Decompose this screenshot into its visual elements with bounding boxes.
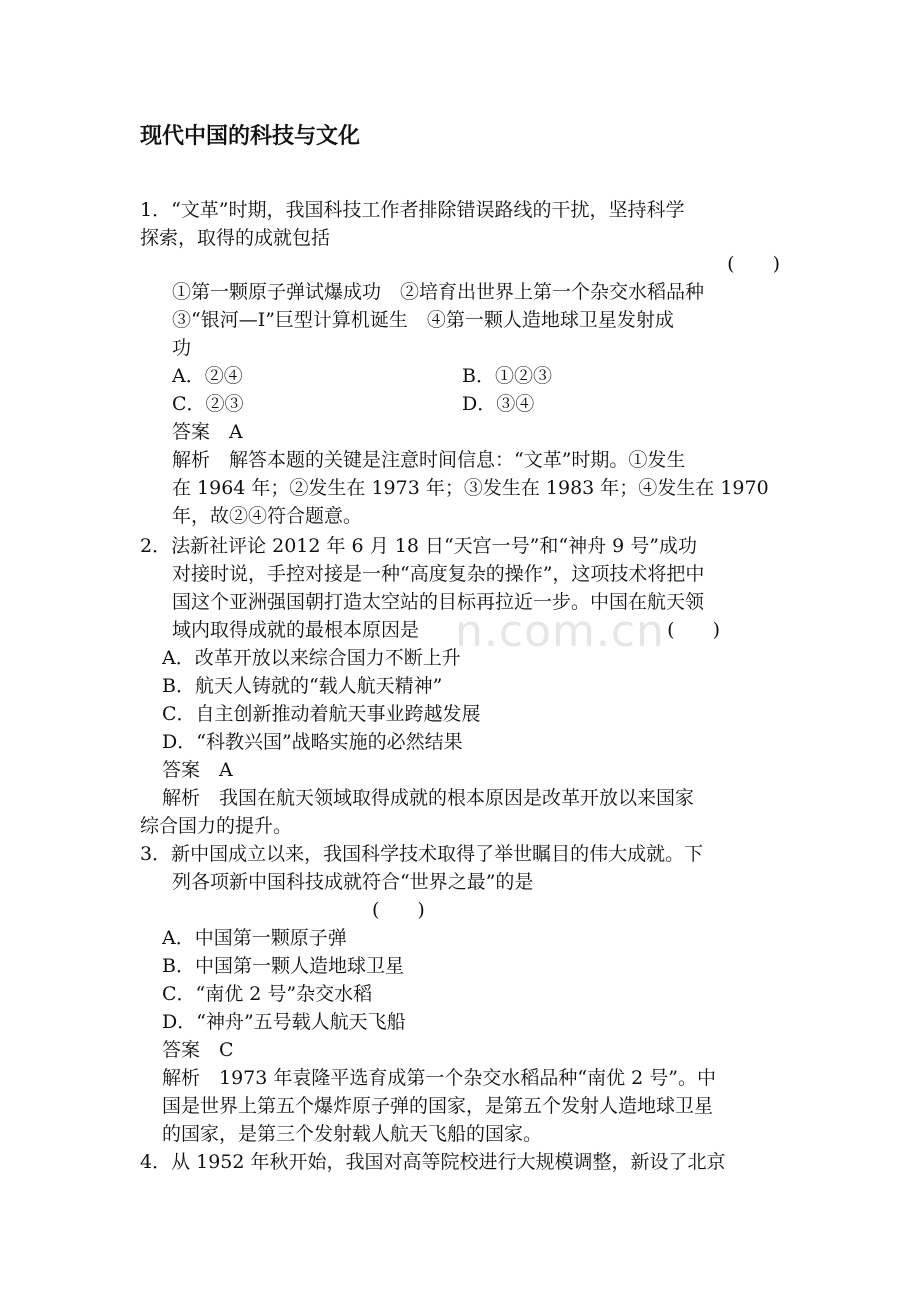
q2-stem-line-2: 对接时说，手控对接是一种“高度复杂的操作”，这项技术将把中 — [172, 563, 705, 585]
watermark: n.com.cn — [455, 606, 665, 657]
q1-analysis-line-2: 在 1964 年；②发生在 1973 年；③发生在 1983 年；④发生在 1970 — [172, 477, 769, 499]
q2-option-d: D．“科教兴国”战略实施的必然结果 — [162, 731, 463, 753]
q1-answer: 答案 A — [172, 421, 243, 443]
q3-answer-paren: ( ) — [372, 899, 425, 921]
q2-option-a: A．改革开放以来综合国力不断上升 — [162, 647, 461, 669]
q3-analysis-line-2: 国是世界上第五个爆炸原子弹的国家，是第五个发射人造地球卫星 — [162, 1095, 714, 1117]
q3-option-d: D．“神舟”五号载人航天飞船 — [162, 1011, 406, 1033]
q3-stem-line-1: 3．新中国成立以来，我国科学技术取得了举世瞩目的伟大成就。下 — [140, 843, 704, 865]
q1-option-a: A．②④ — [172, 365, 243, 387]
q1-item-line-2: ③“银河—Ⅰ”巨型计算机诞生 ④第一颗人造地球卫星发射成 — [172, 309, 674, 331]
q3-option-b: B．中国第一颗人造地球卫星 — [162, 955, 404, 977]
q3-stem-line-2: 列各项新中国科技成就符合“世界之最”的是 — [172, 871, 534, 893]
q1-option-b: B．①②③ — [462, 365, 552, 387]
q1-item-line-1: ①第一颗原子弹试爆成功 ②培育出世界上第一个杂交水稻品种 — [172, 281, 705, 303]
q3-analysis-line-3: 的国家，是第三个发射载人航天飞船的国家。 — [162, 1123, 543, 1145]
q3-option-c: C．“南优 2 号”杂交水稻 — [162, 983, 373, 1005]
q1-option-c: C．②③ — [172, 393, 244, 415]
q3-answer: 答案 C — [162, 1039, 234, 1061]
q1-stem-line-1: 1．“文革”时期，我国科技工作者排除错误路线的干扰，坚持科学 — [140, 199, 685, 221]
q2-stem-line-4: 域内取得成就的最根本原因是 — [172, 619, 420, 641]
q2-option-b: B．航天人铸就的“载人航天精神” — [162, 675, 443, 697]
q1-stem-line-2: 探索，取得的成就包括 — [140, 227, 331, 249]
page-title: 现代中国的科技与文化 — [140, 124, 361, 149]
q2-stem-line-3: 国这个亚洲强国朝打造太空站的目标再拉近一步。中国在航天领 — [172, 591, 705, 613]
q2-option-c: C．自主创新推动着航天事业跨越发展 — [162, 703, 481, 725]
q4-stem-line-1: 4．从 1952 年秋开始，我国对高等院校进行大规模调整，新设了北京 — [140, 1151, 726, 1173]
q2-answer-paren: ( ) — [667, 619, 720, 641]
q2-stem-line-1: 2．法新社评论 2012 年 6 月 18 日“天宫一号”和“神舟 9 号”成功 — [140, 535, 697, 557]
q3-option-a: A．中国第一颗原子弹 — [162, 927, 347, 949]
q1-item-line-3: 功 — [172, 337, 192, 359]
q1-analysis-line-1: 解析 解答本题的关键是注意时间信息：“文革”时期。①发生 — [172, 449, 686, 471]
q1-answer-paren: ( ) — [727, 253, 780, 275]
q1-analysis-line-3: 年，故②④符合题意。 — [172, 505, 363, 527]
q2-analysis-line-1: 解析 我国在航天领域取得成就的根本原因是改革开放以来国家 — [162, 787, 695, 809]
q3-analysis-line-1: 解析 1973 年袁隆平选育成第一个杂交水稻品种“南优 2 号”。中 — [162, 1067, 716, 1089]
q2-answer: 答案 A — [162, 759, 233, 781]
q2-analysis-line-2: 综合国力的提升。 — [140, 815, 293, 837]
q1-option-d: D．③④ — [462, 393, 535, 415]
